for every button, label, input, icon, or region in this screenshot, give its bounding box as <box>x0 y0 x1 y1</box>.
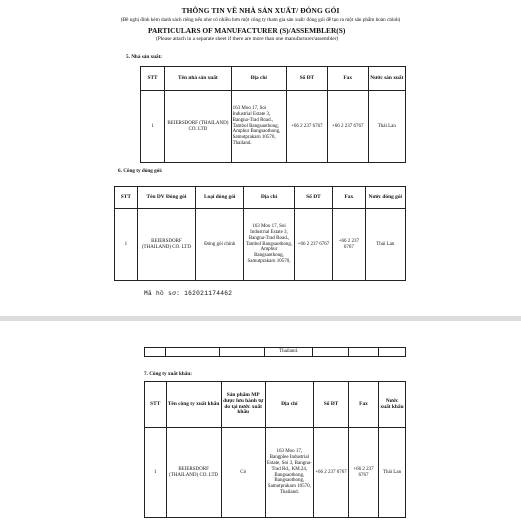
cell-address: 163 Moo 17, Soi Industrial Estate 3, Bangna-Trad Road., Tambol Bangsaothong, Amphur Bangsaothong, Samutprakarn 10570, <box>244 209 295 281</box>
cell-phone: +66 2 237 6767 <box>286 91 327 163</box>
section-7-heading: 7. Công ty xuất khẩu: <box>144 371 192 377</box>
cell-country: Thái Lan <box>365 209 405 281</box>
section-6-heading: 6. Công ty đóng gói: <box>118 168 163 174</box>
col-fax: Fax <box>349 382 379 428</box>
document-page-1 <box>108 0 413 316</box>
col-free-sale: Sản phẩm MP được lưu hành tự do tại nước xuất khẩu <box>221 382 265 428</box>
table-row <box>115 209 406 281</box>
cell-address: 163 Moo 17, Bangplee Industrial Estate, Soi 3, Bangna-Trad Rd., KM.24, Bangsaothong, Bangsaothong, Samutprakarn 10570, Thailand. <box>265 428 313 518</box>
cell-stt: 1 <box>145 428 167 518</box>
cell-free-sale: Có <box>221 428 265 518</box>
cell-phone: +66 2 237 6767 <box>294 209 332 281</box>
table-row <box>141 91 406 163</box>
document-header <box>108 6 413 42</box>
col-address: Địa chỉ <box>231 67 286 91</box>
cell-name: BEIERSDORF (THAILAND) CO. LTD <box>166 428 221 518</box>
carry-over-table <box>144 347 406 357</box>
cell-fax: +66 2 237 6767 <box>333 209 365 281</box>
col-name: Tên công ty xuất khẩu <box>166 382 221 428</box>
cell-country: Thái Lan <box>368 91 405 163</box>
cell-country: Thái Lan <box>378 428 405 518</box>
packager-table <box>114 186 406 281</box>
file-code: Mã hồ sơ: 162021174462 <box>144 290 233 297</box>
title-en: PARTICULARS OF MANUFACTURER (S)/ASSEMBLER(S) <box>148 26 346 36</box>
col-stt: STT <box>141 67 165 91</box>
col-type: Loại đóng gói <box>196 187 244 209</box>
table-row <box>145 428 406 518</box>
col-name: Tên nhà sản xuất <box>165 67 231 91</box>
cell-address: 163 Moo 17, Soi Industrial Estate 3, Bangna-Trad Road., Tambol Bangsaothong, Amphur Bangsaothong, Samutprakarn 10570, Thailand. <box>231 91 286 163</box>
col-phone: Số ĐT <box>313 382 348 428</box>
cell-phone: +66 2 237 6767 <box>313 428 348 518</box>
col-address: Địa chỉ <box>265 382 313 428</box>
col-country: Nước đóng gói <box>365 187 405 209</box>
col-stt: STT <box>145 382 167 428</box>
exporter-table <box>144 381 406 518</box>
section-5-heading: 5. Nhà sản xuất: <box>126 54 163 60</box>
cell-stt: 1 <box>141 91 165 163</box>
cell-name: BEIERSDORF (THAILAND) CO. LTD <box>165 91 231 163</box>
col-fax: Fax <box>327 67 368 91</box>
cell-type: Đóng gói chính <box>196 209 244 281</box>
col-name: Tên DV Đóng gói <box>137 187 195 209</box>
document-page-2 <box>108 321 413 521</box>
carry-over-text: Thailand. <box>264 348 312 357</box>
note-en: (Please attach in a separate sheet if there are more than one manufacturer/assembler) <box>156 36 339 43</box>
cell-name: BEIERSDORF (THAILAND) CO. LTD <box>137 209 195 281</box>
cell-fax: +66 2 237 6767 <box>349 428 379 518</box>
col-stt: STT <box>115 187 138 209</box>
col-address: Địa chỉ <box>244 187 295 209</box>
manufacturer-table <box>140 66 406 163</box>
cell-fax: +66 2 237 6767 <box>327 91 368 163</box>
col-country: Nước sản xuất <box>368 67 405 91</box>
col-country: Nước xuất khẩu <box>378 382 405 428</box>
cell-stt: 1 <box>115 209 138 281</box>
col-phone: Số ĐT <box>294 187 332 209</box>
note-vi: (Đề nghị đính kèm danh sách riêng nếu như có nhiều hơn một công ty tham gia sản xuất/ đóng gói để tạo ra một sản phẩm hoàn chỉnh) <box>120 17 401 23</box>
col-fax: Fax <box>333 187 365 209</box>
title-vi: THÔNG TIN VỀ NHÀ SẢN XUẤT/ ĐÓNG GÓI <box>181 6 340 15</box>
col-phone: Số ĐT <box>286 67 327 91</box>
